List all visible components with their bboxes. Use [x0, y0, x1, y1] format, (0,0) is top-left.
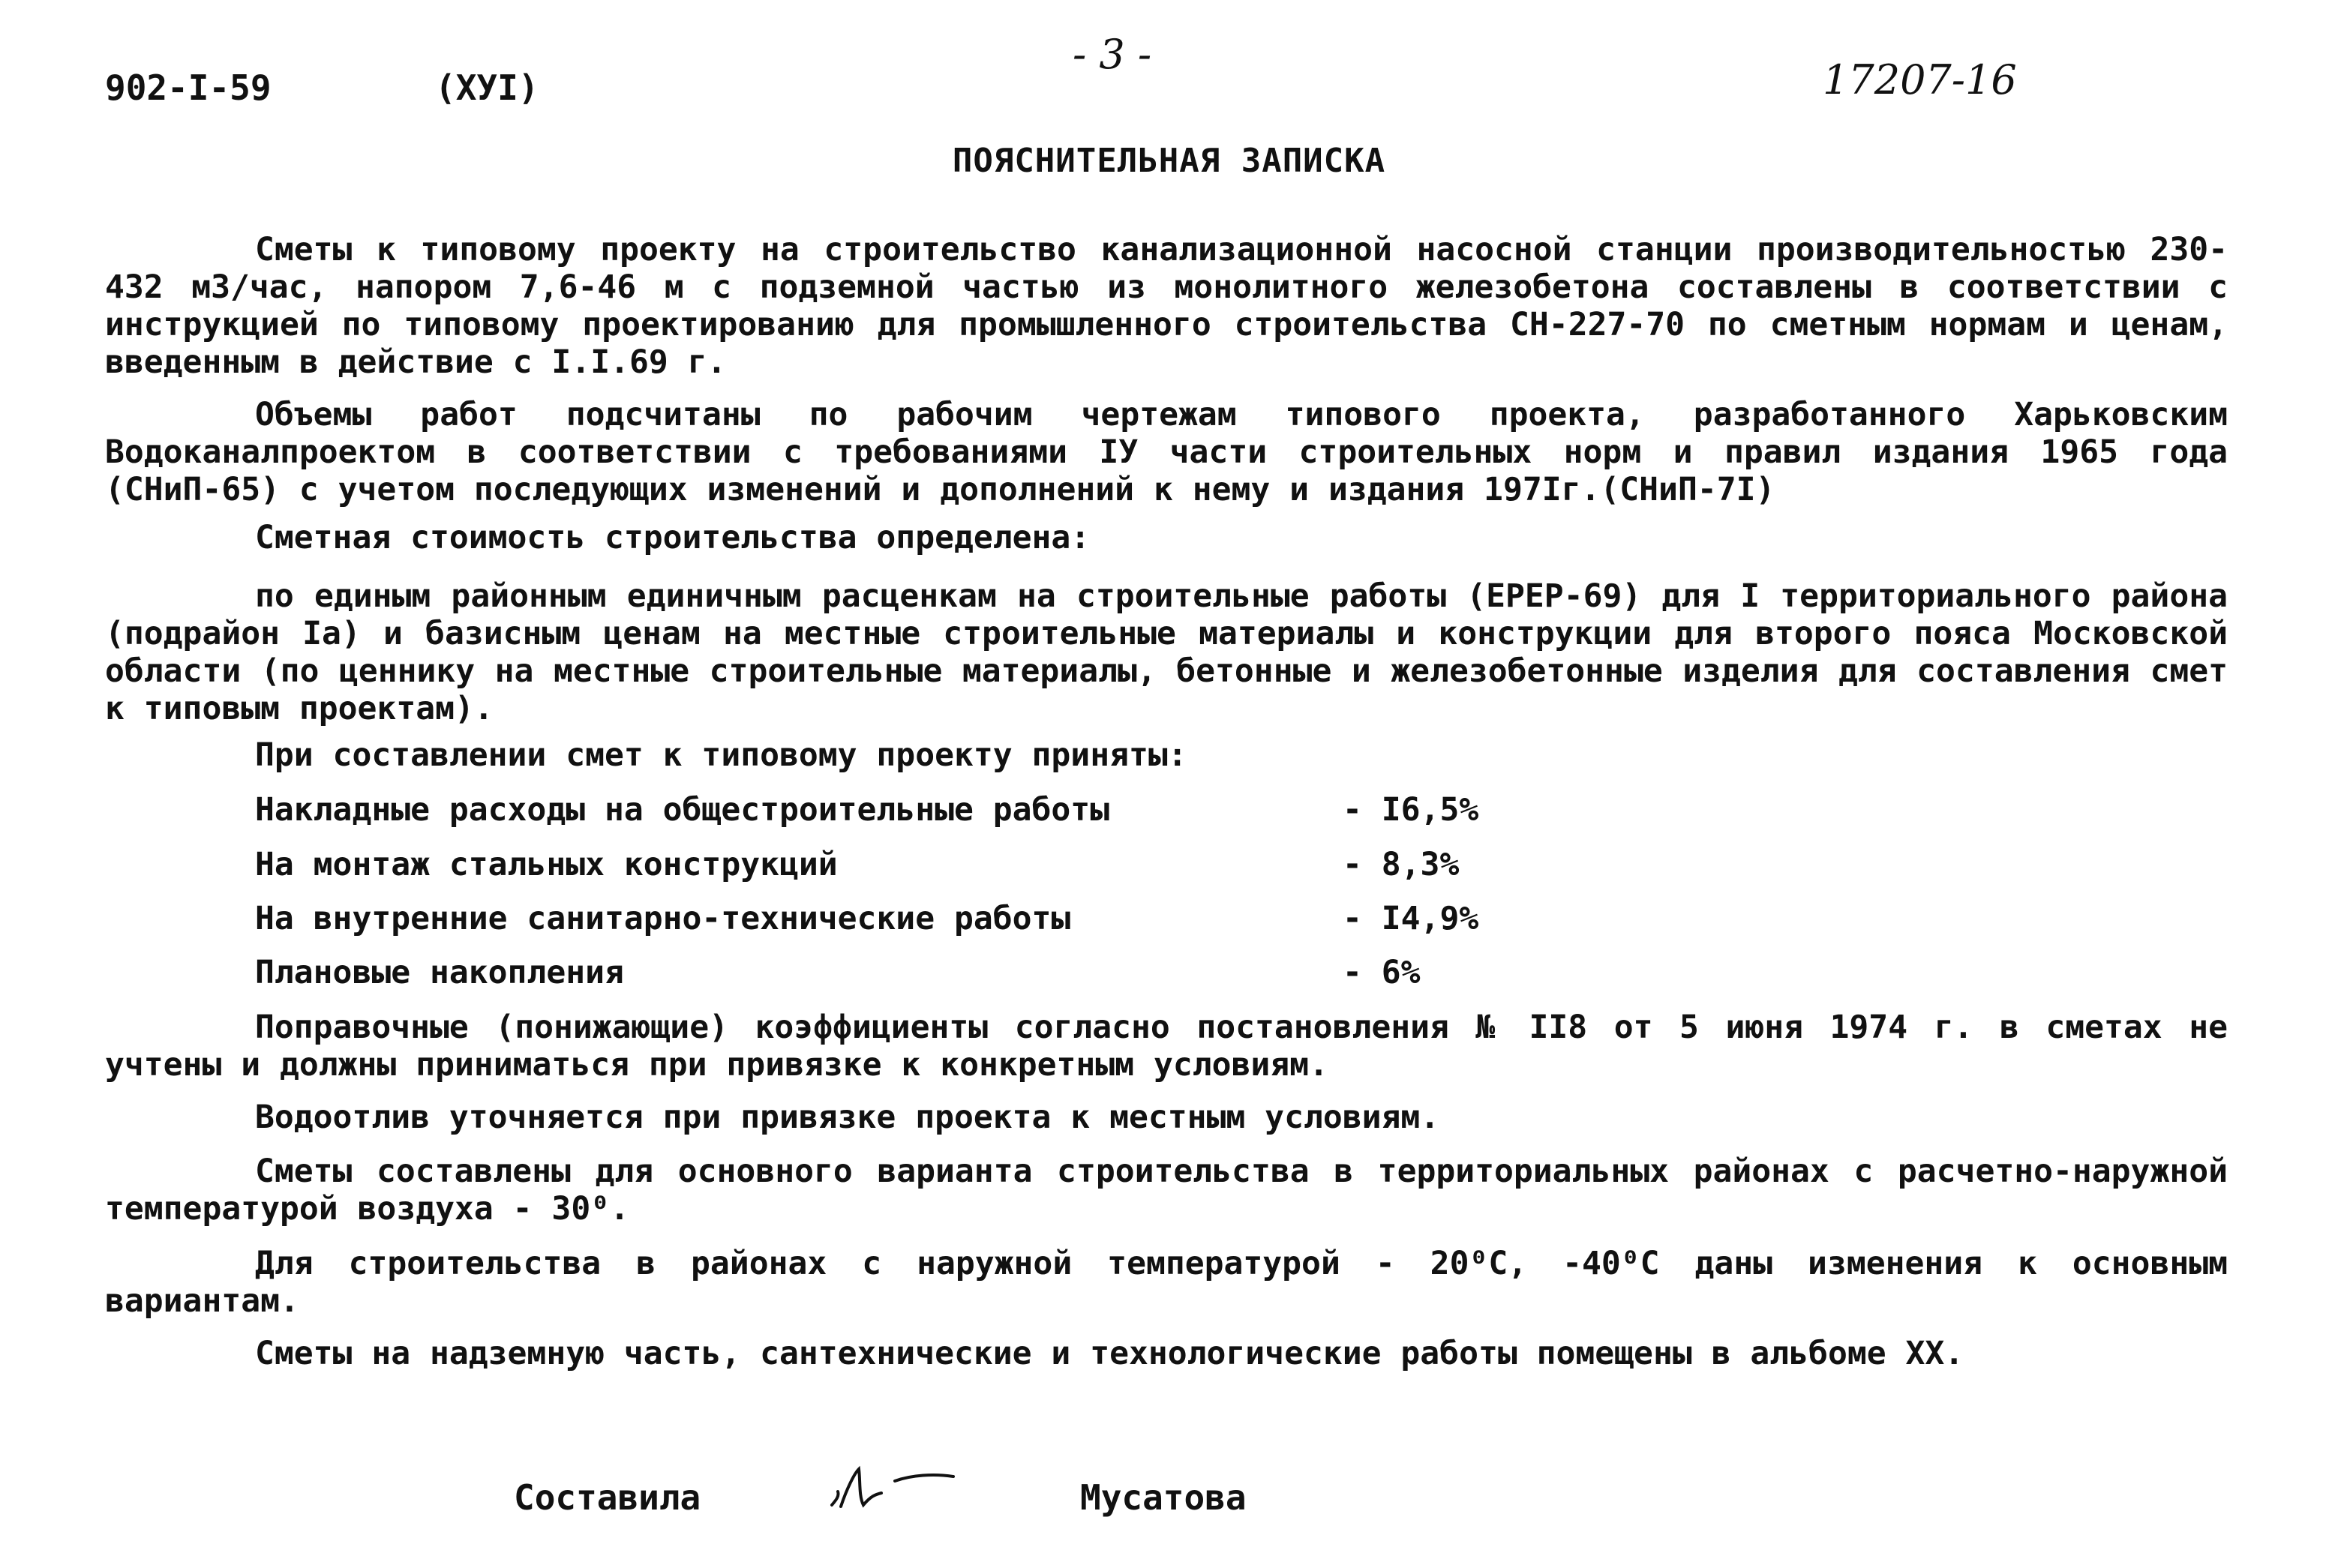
rate-value: - I4,9% [1343, 900, 1479, 937]
paragraph-rates-basis: по единым районным единичным расценкам на строительные работы (ЕРЕР-69) для I территориального района (подрайон Iа) и базисным ценам на местные строительные материалы и конструкции для второго пояса Московской области (по ценнику на местные строительные материалы, бетонные и железобетонные изделия для составления смет к типовым проектам). [105, 577, 2228, 727]
document-code: 902-I-59 [105, 67, 272, 108]
paragraph-temperature-variants: Для строительства в районах с наружной температурой - 20⁰С, -40⁰С даны изменения к основным вариантам. [105, 1245, 2228, 1320]
page-number: - 3 - [1073, 31, 1152, 78]
paragraph-intro: Сметы к типовому проекту на строительство канализационной насосной станции производительностью 230-432 м3/час, напором 7,6-46 м с подземной частью из монолитного железобетона составлены в соответствии с инструкцией по типовому проектированию для промышленного строительства СН-227-70 по сметным нормам и ценам, введенным в действие с I.I.69 г. [105, 231, 2228, 381]
page-title: ПОЯСНИТЕЛЬНАЯ ЗАПИСКА [952, 142, 1386, 180]
paragraph-accepted: При составлении смет к типовому проекту приняты: [255, 736, 1187, 774]
rate-label: На внутренние санитарно-технические работы [255, 900, 1071, 937]
handwritten-signature [821, 1459, 964, 1526]
rate-value: - 6% [1343, 954, 1421, 991]
signature-role: Составила [514, 1477, 701, 1518]
rate-label: Накладные расходы на общестроительные работы [255, 791, 1110, 829]
paragraph-cost-heading: Сметная стоимость строительства определена: [255, 519, 1091, 556]
rate-value: - I6,5% [1343, 791, 1479, 829]
paragraph-volumes: Объемы работ подсчитаны по рабочим чертежам типового проекта, разработанного Харьковским Водоканалпроектом в соответствии с требованиями IУ части строительных норм и правил издания 1965 года (СНиП-65) с учетом последующих изменений и дополнений к нему и издания 197Iг.(СНиП-7I) [105, 396, 2228, 508]
paragraph-album-reference: Сметы на надземную часть, сантехнические и технологические работы помещены в альбоме XX. [255, 1335, 1964, 1372]
paragraph-coefficients: Поправочные (понижающие) коэффициенты согласно постановления № II8 от 5 июня 1974 г. в сметах не учтены и должны приниматься при привязке к конкретным условиям. [105, 1009, 2228, 1084]
inventory-number: 17207-16 [1823, 56, 2017, 103]
rate-label: Плановые накопления [255, 954, 624, 991]
paragraph-drainage: Водоотлив уточняется при привязке проекта к местным условиям. [255, 1099, 1440, 1136]
rate-label: На монтаж стальных конструкций [255, 846, 838, 883]
rate-value: - 8,3% [1343, 846, 1460, 883]
signature-name: Мусатова [1080, 1477, 1247, 1518]
paragraph-main-variant: Сметы составлены для основного варианта строительства в территориальных районах с расчетно-наружной температурой воздуха - 30⁰. [105, 1153, 2228, 1228]
album-number: (XУI) [435, 67, 539, 108]
